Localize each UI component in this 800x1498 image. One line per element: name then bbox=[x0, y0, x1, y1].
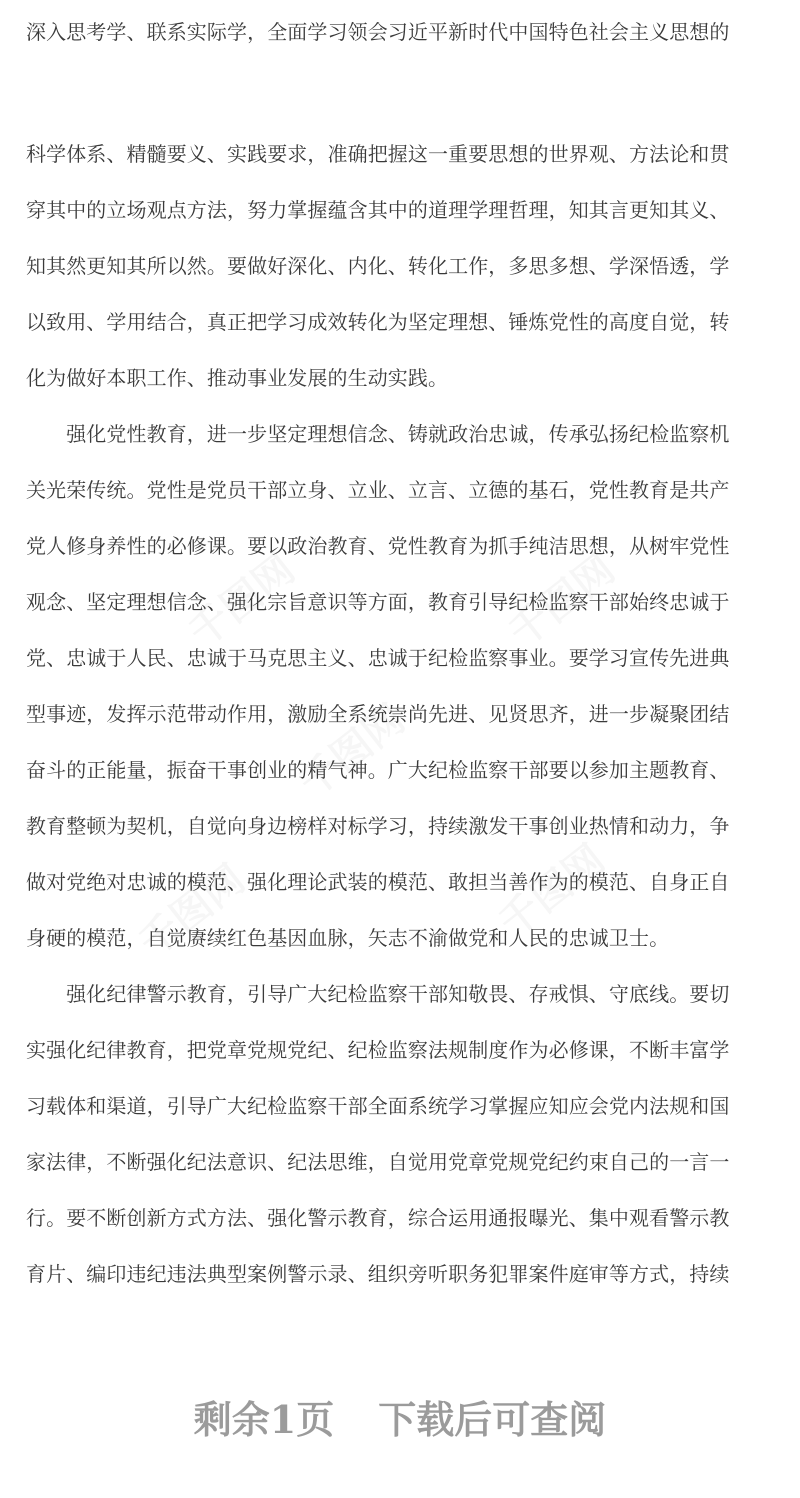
text-line-14: 教育整顿为契机，自觉向身边榜样对标学习，持续激发干事创业热情和动力，争 bbox=[26, 814, 730, 838]
text-line-3: 穿其中的立场观点方法，努力掌握蕴含其中的道理学理哲理，知其言更知其义、 bbox=[26, 198, 730, 222]
text-line-15: 做对党绝对忠诚的模范、强化理论武装的模范、敢担当善作为的模范、自身正自 bbox=[26, 870, 730, 894]
text-line-2: 科学体系、精髓要义、实践要求，准确把握这一重要思想的世界观、方法论和贯 bbox=[26, 142, 730, 166]
download-to-read-label: 下载后可查阅 bbox=[378, 1397, 607, 1442]
text-line-10: 观念、坚定理想信念、强化宗旨意识等方面，教育引导纪检监察干部始终忠诚于 bbox=[26, 590, 730, 614]
text-line-17: 强化纪律警示教育，引导广大纪检监察干部知敬畏、存戒惧、守底线。要切 bbox=[26, 982, 730, 1006]
text-line-11: 党、忠诚于人民、忠诚于马克思主义、忠诚于纪检监察事业。要学习宣传先进典 bbox=[26, 646, 730, 670]
remaining-pages-label: 剩余1页 bbox=[193, 1397, 335, 1442]
text-line-1: 深入思考学、联系实际学，全面学习领会习近平新时代中国特色社会主义思想的 bbox=[26, 20, 730, 44]
text-line-13: 奋斗的正能量，振奋干事创业的精气神。广大纪检监察干部要以参加主题教育、 bbox=[26, 758, 730, 782]
text-line-4: 知其然更知其所以然。要做好深化、内化、转化工作，多思多想、学深悟透，学 bbox=[26, 254, 730, 278]
text-line-20: 家法律，不断强化纪法意识、纪法思维，自觉用党章党规党纪约束自己的一言一 bbox=[26, 1150, 730, 1174]
text-line-12: 型事迹，发挥示范带动作用，激励全系统崇尚先进、见贤思齐，进一步凝聚团结 bbox=[26, 702, 730, 726]
text-line-8: 关光荣传统。党性是党员干部立身、立业、立言、立德的基石，党性教育是共产 bbox=[26, 478, 730, 502]
text-line-9: 党人修身养性的必修课。要以政治教育、党性教育为抓手纯洁思想，从树牢党性 bbox=[26, 534, 730, 558]
text-line-19: 习载体和渠道，引导广大纪检监察干部全面系统学习掌握应知应会党内法规和国 bbox=[26, 1094, 730, 1118]
download-prompt[interactable] bbox=[0, 1394, 800, 1446]
text-line-5: 以致用、学用结合，真正把学习成效转化为坚定理想、锤炼党性的高度自觉，转 bbox=[26, 310, 730, 334]
text-line-7: 强化党性教育，进一步坚定理想信念、铸就政治忠诚，传承弘扬纪检监察机 bbox=[26, 422, 730, 446]
text-line-21: 行。要不断创新方式方法、强化警示教育，综合运用通报曝光、集中观看警示教 bbox=[26, 1206, 730, 1230]
text-line-18: 实强化纪律教育，把党章党规党纪、纪检监察法规制度作为必修课，不断丰富学 bbox=[26, 1038, 730, 1062]
text-line-22: 育片、编印违纪违法典型案例警示录、组织旁听职务犯罪案件庭审等方式，持续 bbox=[26, 1262, 730, 1286]
text-line-16: 身硬的模范，自觉赓续红色基因血脉，矢志不渝做党和人民的忠诚卫士。 bbox=[26, 926, 670, 950]
text-line-6: 化为做好本职工作、推动事业发展的生动实践。 bbox=[26, 366, 449, 390]
